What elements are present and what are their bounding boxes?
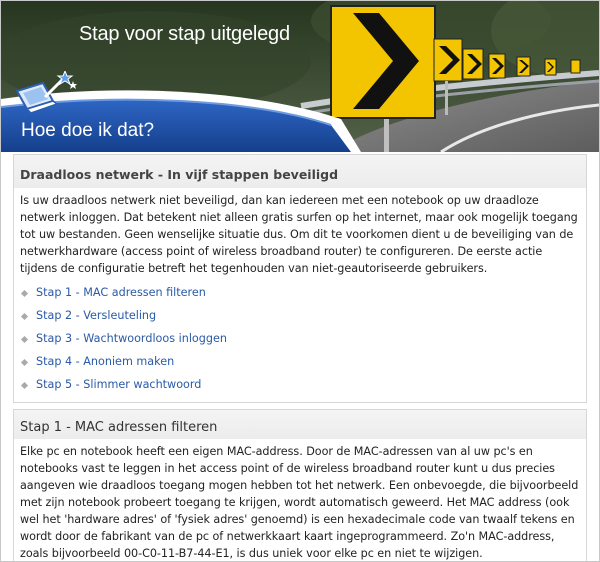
intro-section bbox=[13, 154, 587, 403]
bullet-icon bbox=[21, 382, 28, 389]
bullet-icon bbox=[21, 313, 28, 320]
header-banner bbox=[1, 1, 599, 152]
step1-heading: Stap 1 - MAC adressen filteren bbox=[20, 420, 218, 435]
step-5-link[interactable]: Stap 5 - Slimmer wachtwoord bbox=[36, 378, 202, 391]
list-item bbox=[20, 350, 580, 373]
steps-list bbox=[20, 281, 580, 402]
step-2-link[interactable]: Stap 2 - Versleuteling bbox=[36, 309, 157, 322]
step1-body: Elke pc en notebook heeft een eigen MAC-address. Door de MAC-adressen van al uw pc's en notebooks vast te leggen in het access point of de wireless broadband router kunt u dus precies aangeven wie draadloos toegang mogen hebben tot het netwerk. Een onbevoegde, die bijvoorbeeld met zijn notebook probeert toegang te krijgen, wordt automatisch geweerd. Het MAC address (ook wel het 'hardware adres' of 'fysiek adres' genoemd) is een hexadecimale code van twaalf tekens en wordt door de fabrikant van de pc of netwerkkaart kaart ingeprogrammeerd. Zo'n MAC-address, zoals bijvoorbeeld 00-C0-11-B7-44-E1, is dus uniek voor elke pc en niet te wijzigen. bbox=[20, 445, 579, 560]
bullet-icon bbox=[21, 290, 28, 297]
banner-title: Hoe doe ik dat? bbox=[21, 120, 155, 141]
laptop-wand-icon bbox=[13, 71, 79, 115]
bullet-icon bbox=[21, 359, 28, 366]
banner-subtitle: Stap voor stap uitgelegd bbox=[79, 23, 290, 45]
step1-section-header bbox=[14, 410, 586, 439]
step1-section bbox=[13, 409, 587, 562]
step-1-link[interactable]: Stap 1 - MAC adressen filteren bbox=[36, 286, 206, 299]
list-item bbox=[20, 304, 580, 327]
list-item bbox=[20, 327, 580, 350]
intro-body: Is uw draadloos netwerk niet beveiligd, dan kan iedereen met een notebook op uw draadloze netwerk inloggen. Dat betekent niet alleen gratis surfen op het internet, maar ook mogelijk toegang tot uw bestanden. Geen wenselijke situatie dus. Om dit te voorkomen dient u de beveiliging van de netwerkhardware (access point of wireless broadband router) te configureren. De eerste actie tijdens de configuratie betreft het tegenhouden van niet-geautoriseerde gebruikers. bbox=[20, 194, 578, 275]
bullet-icon bbox=[21, 336, 28, 343]
step-4-link[interactable]: Stap 4 - Anoniem maken bbox=[36, 355, 175, 368]
list-item bbox=[20, 281, 580, 304]
intro-section-header bbox=[14, 155, 586, 188]
step-3-link[interactable]: Stap 3 - Wachtwoordloos inloggen bbox=[36, 332, 227, 345]
intro-heading: Draadloos netwerk - In vijf stappen beveiligd bbox=[20, 167, 339, 182]
list-item bbox=[20, 373, 580, 396]
